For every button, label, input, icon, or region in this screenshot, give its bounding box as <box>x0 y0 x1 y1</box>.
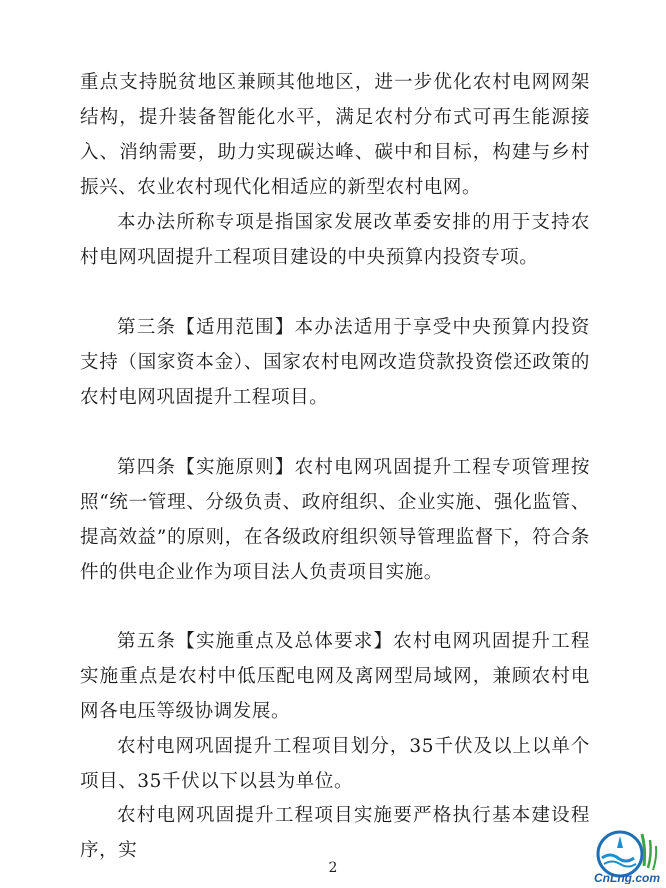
paragraph-article-3: 第三条【适用范围】本办法适用于享受中央预算内投资支持（国家资本金）、国家农村电网改造贷款投资偿还政策的农村电网巩固提升工程项目。 <box>80 317 590 408</box>
paragraph-article-4: 第四条【实施原则】农村电网巩固提升工程专项管理按照“统一管理、分级负责、政府组织、企业实施、强化监管、提高效益”的原则，在各级政府组织领导管理监督下，符合条件的供电企业作为项目法人负责项目实施。 <box>80 457 590 583</box>
svg-text:CnLng.com: CnLng.com <box>594 871 660 884</box>
page-number: 2 <box>328 860 338 876</box>
paragraph-continuation: 重点支持脱贫地区兼顾其他地区，进一步优化农村电网网架结构，提升装备智能化水平，满足农村分布式可再生能源接入、消纳需要，助力实现碳达峰、碳中和目标，构建与乡村振兴、农业农村现代化相适应的新型农村电网。 <box>80 72 590 198</box>
paragraph-project-division: 农村电网巩固提升工程项目划分，35千伏及以上以单个项目、35千伏以下以县为单位。 <box>80 736 590 792</box>
watermark-logo <box>590 826 662 884</box>
paragraph-definition: 本办法所称专项是指国家发展改革委安排的用于支持农村电网巩固提升工程项目建设的中央预算内投资专项。 <box>80 212 590 268</box>
paragraph-implementation: 农村电网巩固提升工程项目实施要严格执行基本建设程序，实 <box>80 805 590 861</box>
paragraph-article-5: 第五条【实施重点及总体要求】农村电网巩固提升工程实施重点是农村中低压配电网及离网型局域网，兼顾农村电网各电压等级协调发展。 <box>80 631 590 722</box>
